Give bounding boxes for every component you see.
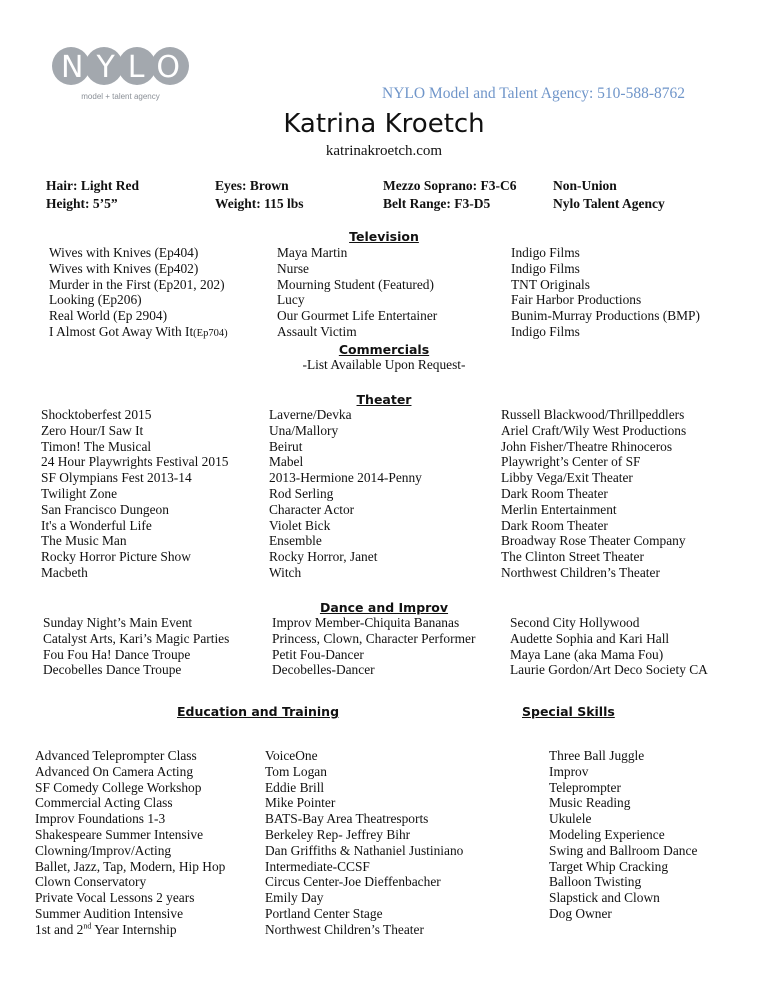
list-item: Looking (Ep206) [49, 292, 142, 308]
list-item: Balloon Twisting [549, 874, 642, 890]
list-item: San Francisco Dungeon [41, 501, 169, 517]
list-item: Timon! The Musical [41, 438, 152, 454]
course-text: Year Internship [91, 921, 177, 937]
list-item: Northwest Children’s Theater [265, 921, 424, 937]
list-item: Shocktoberfest 2015 [41, 407, 152, 422]
list-item: Rocky Horror Picture Show [41, 549, 191, 565]
logo-letters [52, 48, 192, 88]
list-item: Improv Member-Chiquita Bananas [272, 615, 460, 630]
list-item: SF Olympians Fest 2013-14 [41, 470, 192, 486]
commercials-note: -List Available Upon Request- [302, 357, 466, 372]
list-item: Murder in the First (Ep201, 202) [49, 276, 225, 292]
list-item-title: I Almost Got Away With It [49, 323, 194, 339]
list-item: Our Gourmet Life Entertainer [277, 308, 438, 324]
list-item: Sunday Night’s Main Event [43, 615, 193, 630]
theater-titles [41, 407, 228, 581]
list-item: Circus Center-Joe Dieffenbacher [265, 874, 441, 890]
list-item: Second City Hollywood [510, 615, 640, 630]
list-item: Real World (Ep 2904) [49, 308, 168, 324]
list-item: Audette Sophia and Kari Hall [510, 630, 670, 646]
list-item: Fair Harbor Productions [511, 292, 642, 308]
list-item: Target Whip Cracking [549, 858, 669, 874]
dance-titles [43, 615, 229, 678]
list-item: Mourning Student (Featured) [277, 276, 434, 292]
actor-name: Katrina Kroetch [283, 109, 485, 139]
list-item: VoiceOne [265, 748, 318, 763]
logo-text: NYLO [61, 50, 194, 85]
list-item: 24 Hour Playwrights Festival 2015 [41, 454, 229, 470]
list-item: Decobelles Dance Troupe [43, 662, 182, 678]
list-item: Nurse [277, 260, 309, 276]
stat-voice: Mezzo Soprano: F3-C6 [383, 178, 517, 193]
list-item: Laverne/Devka [269, 407, 352, 422]
list-item: Decobelles-Dancer [272, 662, 375, 678]
list-item: Macbeth [41, 564, 88, 580]
stat-belt: Belt Range: F3-D5 [383, 196, 491, 211]
list-item: Eddie Brill [265, 779, 325, 795]
list-item: Catalyst Arts, Kari’s Magic Parties [43, 630, 230, 646]
list-item: Northwest Children’s Theater [501, 564, 660, 580]
stat-union: Non-Union [553, 178, 617, 193]
list-item: Libby Vega/Exit Theater [501, 470, 633, 486]
list-item: Improv Foundations 1-3 [35, 811, 166, 827]
list-item: Rod Serling [269, 485, 334, 501]
list-item: Wives with Knives (Ep402) [49, 260, 199, 276]
list-item: Twilight Zone [41, 485, 118, 501]
list-item: It's a Wonderful Life [41, 517, 152, 533]
list-item: 2013-Hermione 2014-Penny [269, 470, 422, 486]
list-item: Private Vocal Lessons 2 years [35, 890, 195, 906]
list-item: Merlin Entertainment [501, 501, 617, 517]
agency-contact: NYLO Model and Talent Agency: 510-588-8762 [382, 85, 685, 102]
list-item: John Fisher/Theatre Rhinoceros [501, 438, 673, 454]
logo-tagline: model + talent agency [81, 92, 160, 101]
list-item: The Music Man [41, 533, 127, 549]
list-item: Three Ball Juggle [549, 748, 645, 763]
list-item: Russell Blackwood/Thrillpeddlers [501, 407, 685, 422]
list-item: Playwright’s Center of SF [501, 454, 641, 470]
stat-eyes: Eyes: Brown [215, 178, 289, 193]
list-item: Ariel Craft/Wily West Productions [501, 422, 687, 438]
list-item: Tom Logan [265, 763, 327, 779]
skills-heading: Special Skills [522, 704, 615, 719]
list-item: Modeling Experience [549, 826, 665, 842]
list-item: Commercial Acting Class [35, 795, 173, 811]
episode-note: (Ep704) [193, 327, 228, 339]
course-text: 1st and 2 [35, 921, 84, 937]
list-item: Fou Fou Ha! Dance Troupe [43, 646, 191, 662]
theater-companies [501, 407, 686, 581]
television-roles [277, 245, 437, 340]
stat-agency: Nylo Talent Agency [553, 196, 665, 211]
education-courses [35, 748, 225, 938]
list-item: Advanced On Camera Acting [35, 763, 194, 779]
list-item: Shakespeare Summer Intensive [35, 826, 204, 842]
list-item: Bunim-Murray Productions (BMP) [511, 308, 700, 324]
list-item: Maya Lane (aka Mama Fou) [510, 646, 664, 662]
list-item: Character Actor [269, 501, 355, 517]
theater-roles [269, 407, 422, 581]
stat-height: Height: 5’5” [46, 196, 118, 211]
list-item: Dan Griffiths & Nathaniel Justiniano [265, 842, 464, 858]
list-item: Dog Owner [549, 905, 612, 921]
dance-heading: Dance and Improv [319, 600, 449, 615]
list-item: Advanced Teleprompter Class [35, 748, 197, 763]
dance-companies [510, 615, 708, 678]
list-item: Summer Audition Intensive [35, 905, 184, 921]
list-item: Indigo Films [511, 245, 580, 260]
television-titles [49, 245, 228, 340]
list-item: Teleprompter [549, 779, 621, 795]
list-item: Ensemble [269, 533, 322, 549]
list-item: Broadway Rose Theater Company [501, 533, 686, 549]
stat-weight: Weight: 115 lbs [215, 196, 304, 211]
list-item: Assault Victim [277, 323, 357, 339]
website: katrinakroetch.com [325, 143, 443, 159]
list-item [35, 922, 225, 938]
list-item: Mike Pointer [265, 795, 336, 811]
list-item: Improv [549, 763, 589, 779]
skills-list [549, 748, 697, 922]
list-item: Rocky Horror, Janet [269, 549, 378, 565]
theater-heading: Theater [356, 392, 412, 407]
education-teachers [265, 748, 463, 938]
stat-hair: Hair: Light Red [46, 178, 139, 193]
list-item: Dark Room Theater [501, 485, 608, 501]
list-item: Princess, Clown, Character Performer [272, 630, 476, 646]
list-item: Maya Martin [277, 245, 348, 260]
list-item: Clowning/Improv/Acting [35, 842, 172, 858]
list-item: Wives with Knives (Ep404) [49, 245, 199, 260]
list-item: Ballet, Jazz, Tap, Modern, Hip Hop [35, 858, 226, 874]
list-item: Indigo Films [511, 260, 580, 276]
list-item: SF Comedy College Workshop [35, 779, 202, 795]
television-heading: Television [349, 229, 419, 244]
list-item: Berkeley Rep- Jeffrey Bihr [265, 826, 411, 842]
list-item: Zero Hour/I Saw It [41, 422, 144, 438]
list-item: Intermediate-CCSF [265, 858, 370, 874]
ordinal-suffix: nd [83, 921, 92, 931]
list-item: TNT Originals [511, 276, 590, 292]
commercials-heading: Commercials [338, 342, 430, 357]
dance-roles [272, 615, 475, 678]
list-item: Una/Mallory [269, 422, 339, 438]
list-item: Beirut [269, 438, 303, 454]
television-companies [511, 245, 700, 340]
education-heading: Education and Training [177, 704, 340, 719]
list-item: Slapstick and Clown [549, 890, 660, 906]
list-item: Emily Day [265, 890, 324, 906]
list-item: Swing and Ballroom Dance [549, 842, 698, 858]
list-item: Petit Fou-Dancer [272, 646, 364, 662]
list-item: Witch [269, 564, 302, 580]
list-item: Ukulele [549, 811, 592, 827]
list-item: Portland Center Stage [265, 905, 383, 921]
list-item: The Clinton Street Theater [501, 549, 644, 565]
list-item [49, 324, 228, 340]
list-item: Indigo Films [511, 323, 580, 339]
list-item: Music Reading [549, 795, 631, 811]
list-item: Violet Bick [269, 517, 331, 533]
list-item: Clown Conservatory [35, 874, 147, 890]
list-item: Lucy [277, 292, 305, 308]
list-item: BATS-Bay Area Theatresports [265, 811, 429, 827]
list-item: Dark Room Theater [501, 517, 608, 533]
list-item: Mabel [269, 454, 304, 470]
list-item: Laurie Gordon/Art Deco Society CA [510, 662, 708, 678]
